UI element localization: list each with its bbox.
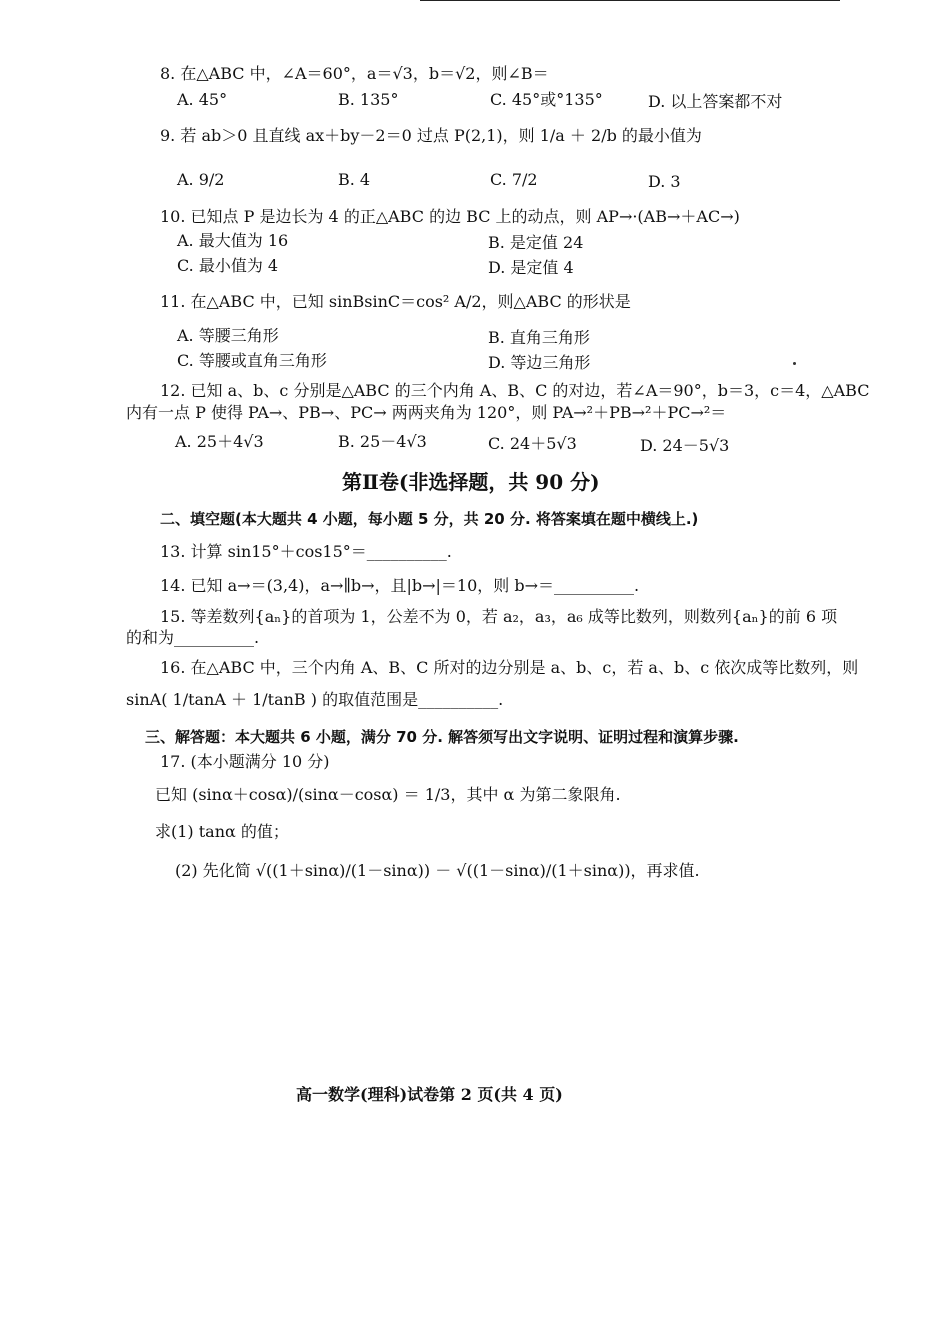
q11-stem: 11. 在△ABC 中，已知 sinBsinC＝cos² A/2，则△ABC 的形状是 bbox=[160, 292, 631, 311]
q9-stem: 9. 若 ab＞0 且直线 ax＋by－2＝0 过点 P(2,1)，则 1/a ＋ 2/b 的最小值为 bbox=[160, 126, 702, 145]
q17-title: 17. (本小题满分 10 分) bbox=[160, 752, 330, 771]
q8-option-c: C. 45°或°135° bbox=[490, 90, 603, 109]
q12-line2: 内有一点 P 使得 PA→、PB→、PC→ 两两夹角为 120°，则 PA→²＋PB→²＋PC→²＝ bbox=[126, 403, 727, 422]
q10-option-c: C. 最小值为 4 bbox=[177, 256, 279, 275]
scan-line bbox=[420, 0, 840, 1]
q8-option-d: D. 以上答案都不对 bbox=[648, 92, 783, 111]
part2-title: 第Ⅱ卷(非选择题，共 90 分) bbox=[342, 470, 600, 494]
q12-line1: 12. 已知 a、b、c 分别是△ABC 的三个内角 A、B、C 的对边，若∠A＝90°，b＝3，c＝4，△ABC bbox=[160, 381, 870, 400]
q11-option-a: A. 等腰三角形 bbox=[177, 326, 279, 345]
answer-section-header: 三、解答题：本大题共 6 小题，满分 70 分. 解答须写出文字说明、证明过程和演算步骤. bbox=[145, 728, 739, 746]
q12-option-a: A. 25＋4√3 bbox=[175, 432, 264, 451]
q10-option-d: D. 是定值 4 bbox=[488, 258, 574, 277]
q17-given: 已知 (sinα＋cosα)/(sinα－cosα) ＝ 1/3，其中 α 为第二象限角. bbox=[155, 785, 621, 804]
q10-stem: 10. 已知点 P 是边长为 4 的正△ABC 的边 BC 上的动点，则 AP→·(AB→＋AC→) bbox=[160, 207, 740, 226]
q10-option-a: A. 最大值为 16 bbox=[177, 231, 289, 250]
fill-section-header: 二、填空题(本大题共 4 小题，每小题 5 分，共 20 分. 将答案填在题中横线上.) bbox=[160, 510, 699, 528]
q14: 14. 已知 a→＝(3,4)，a→∥b→，且|b→|＝10，则 b→＝__________. bbox=[160, 576, 640, 595]
page-footer: 高一数学(理科)试卷第 2 页(共 4 页) bbox=[296, 1085, 563, 1104]
q12-option-d: D. 24－5√3 bbox=[640, 436, 730, 455]
q16-line2: sinA( 1/tanA ＋ 1/tanB ) 的取值范围是__________. bbox=[126, 690, 504, 709]
q9-option-c: C. 7/2 bbox=[490, 170, 538, 189]
q9-option-a: A. 9/2 bbox=[177, 170, 225, 189]
q8-option-a: A. 45° bbox=[177, 90, 228, 109]
q11-option-c: C. 等腰或直角三角形 bbox=[177, 351, 327, 370]
q15-line1: 15. 等差数列{aₙ}的首项为 1，公差不为 0，若 a₂，a₃，a₆ 成等比数列，则数列{aₙ}的前 6 项 bbox=[160, 607, 838, 626]
q11-option-d: D. 等边三角形 bbox=[488, 353, 591, 372]
q17-ask1: 求(1) tanα 的值； bbox=[155, 822, 289, 841]
scan-speck bbox=[793, 362, 796, 365]
q10-option-b: B. 是定值 24 bbox=[488, 233, 584, 252]
q17-ask2: (2) 先化简 √((1＋sinα)/(1－sinα)) － √((1－sinα)/(1＋sinα))，再求值. bbox=[175, 861, 700, 880]
q9-option-b: B. 4 bbox=[338, 170, 371, 189]
q12-option-c: C. 24＋5√3 bbox=[488, 434, 577, 453]
q15-line2: 的和为__________. bbox=[126, 628, 260, 647]
q9-option-d: D. 3 bbox=[648, 172, 681, 191]
q11-option-b: B. 直角三角形 bbox=[488, 328, 590, 347]
q13: 13. 计算 sin15°＋cos15°＝__________. bbox=[160, 542, 452, 561]
q8-stem: 8. 在△ABC 中，∠A＝60°，a＝√3，b＝√2，则∠B＝ bbox=[160, 64, 549, 83]
q16-line1: 16. 在△ABC 中，三个内角 A、B、C 所对的边分别是 a、b、c，若 a、b、c 依次成等比数列，则 bbox=[160, 658, 859, 677]
q8-option-b: B. 135° bbox=[338, 90, 399, 109]
q12-option-b: B. 25－4√3 bbox=[338, 432, 427, 451]
